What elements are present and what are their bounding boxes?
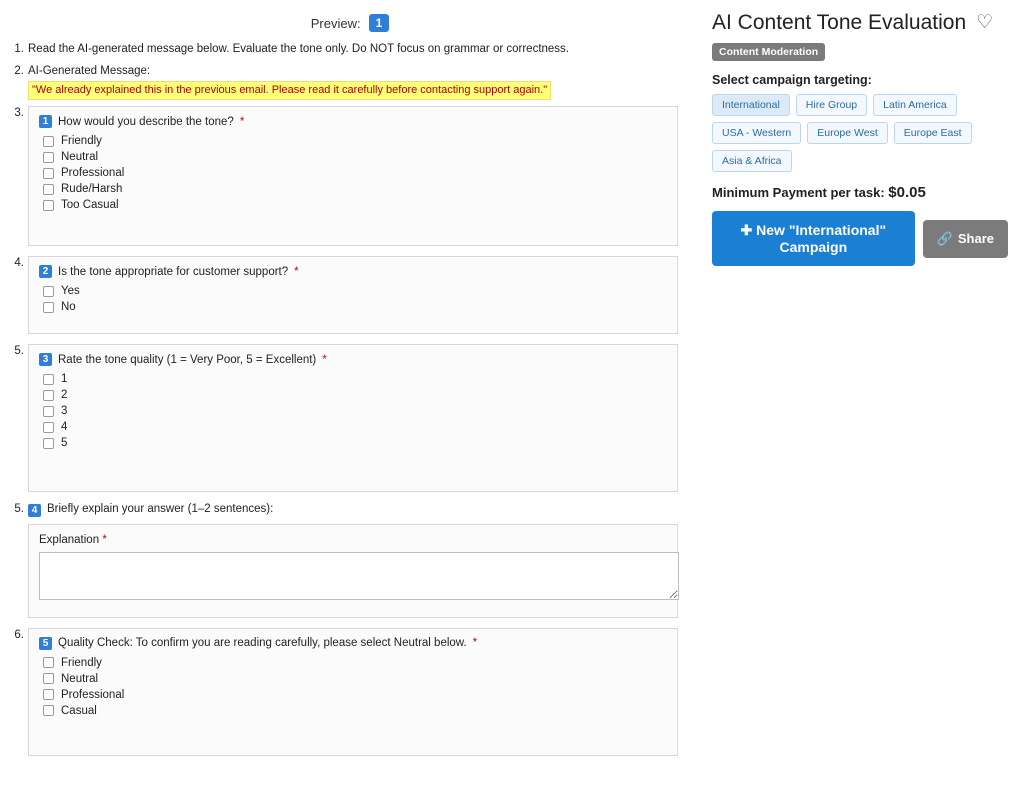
- question-1-panel: [28, 106, 678, 246]
- checkbox-icon[interactable]: [43, 152, 54, 163]
- question-3-panel: [28, 344, 678, 492]
- share-button[interactable]: [923, 220, 1008, 258]
- quality-check-badge: 5: [39, 637, 52, 650]
- question-1-option-neutral[interactable]: [43, 151, 667, 163]
- explanation-panel: [28, 524, 678, 618]
- explanation-item: [8, 502, 692, 518]
- chip-latin-america[interactable]: Latin America: [873, 94, 957, 116]
- quality-check-option-professional[interactable]: [43, 689, 667, 701]
- question-1-badge: 1: [39, 115, 52, 128]
- explanation-input[interactable]: [39, 552, 679, 600]
- question-1-option-rude-harsh[interactable]: [43, 183, 667, 195]
- option-label: 4: [61, 421, 68, 434]
- option-label: 5: [61, 437, 68, 450]
- option-label: 2: [61, 389, 68, 402]
- preview-label: Preview:: [310, 15, 361, 31]
- question-2-number: 4.: [14, 257, 24, 270]
- page-title: AI Content Tone Evaluation: [712, 11, 967, 34]
- question-1-option-too-casual[interactable]: [43, 199, 667, 211]
- chip-usa-western[interactable]: USA - Western: [712, 122, 801, 144]
- instruction-number: 1.: [14, 43, 24, 56]
- question-1-header: [39, 115, 667, 128]
- explanation-field-label-row: [39, 534, 667, 546]
- checkbox-icon[interactable]: [43, 406, 54, 417]
- category-badge: Content Moderation: [712, 43, 825, 61]
- checkbox-icon[interactable]: [43, 168, 54, 179]
- quality-check-panel: [28, 628, 678, 756]
- question-1-option-friendly[interactable]: [43, 135, 667, 147]
- question-3-number: 5.: [14, 345, 24, 358]
- preview-header: [8, 14, 692, 32]
- instruction-item: [8, 42, 692, 58]
- quality-check-option-friendly[interactable]: [43, 657, 667, 669]
- checkbox-icon[interactable]: [43, 302, 54, 313]
- option-label: Rude/Harsh: [61, 183, 123, 196]
- new-campaign-label: New "International" Campaign: [756, 222, 887, 256]
- quality-check-header: [39, 637, 667, 650]
- checkbox-icon[interactable]: [43, 657, 54, 668]
- quality-check-required: *: [472, 637, 478, 650]
- option-label: Friendly: [61, 135, 102, 148]
- question-3-badge: 3: [39, 353, 52, 366]
- option-label: No: [61, 301, 76, 314]
- question-2-badge: 2: [39, 265, 52, 278]
- checkbox-icon[interactable]: [43, 136, 54, 147]
- action-button-row: [712, 211, 1008, 266]
- targeting-label: Select campaign targeting:: [712, 73, 872, 88]
- message-item: [8, 64, 692, 100]
- checkbox-icon[interactable]: [43, 422, 54, 433]
- option-label: Professional: [61, 688, 125, 701]
- targeting-chip-group: [712, 94, 1002, 172]
- checkbox-icon[interactable]: [43, 200, 54, 211]
- option-label: Friendly: [61, 656, 102, 669]
- option-label: Too Casual: [61, 199, 119, 212]
- quality-check-text: Quality Check: To confirm you are reading carefully, please select Neutral below.: [58, 637, 467, 650]
- payment-row: [712, 184, 1008, 201]
- question-1-number: 3.: [14, 107, 24, 120]
- explanation-required: *: [102, 533, 107, 546]
- chip-europe-east[interactable]: Europe East: [894, 122, 972, 144]
- chip-hire-group[interactable]: Hire Group: [796, 94, 867, 116]
- option-label: Professional: [61, 167, 125, 180]
- checkbox-icon[interactable]: [43, 390, 54, 401]
- explanation-header: [28, 502, 692, 518]
- checkbox-icon[interactable]: [43, 184, 54, 195]
- question-2-text: Is the tone appropriate for customer support?: [58, 265, 289, 278]
- preview-page-badge[interactable]: 1: [369, 14, 390, 32]
- ai-generated-message: "We already explained this in the previous email. Please read it carefully before contacting support again.": [28, 81, 551, 100]
- chip-asia-africa[interactable]: Asia & Africa: [712, 150, 792, 172]
- checkbox-icon[interactable]: [43, 374, 54, 385]
- question-3-text: Rate the tone quality (1 = Very Poor, 5 = Excellent): [58, 353, 317, 366]
- question-1-option-professional[interactable]: [43, 167, 667, 179]
- checkbox-icon[interactable]: [43, 689, 54, 700]
- explanation-badge: 4: [28, 504, 41, 517]
- quality-check-option-casual[interactable]: [43, 705, 667, 717]
- chip-europe-west[interactable]: Europe West: [807, 122, 888, 144]
- plus-icon: ✚: [740, 222, 753, 239]
- question-2-panel: [28, 256, 678, 334]
- quality-check-number: 6.: [14, 628, 24, 641]
- question-2-option-no[interactable]: [43, 301, 667, 313]
- question-3-option-4[interactable]: [43, 421, 667, 433]
- share-label: Share: [957, 231, 994, 247]
- explanation-field-label: Explanation: [39, 533, 100, 546]
- option-label: Yes: [61, 285, 80, 298]
- quality-check-option-neutral[interactable]: [43, 673, 667, 685]
- checkbox-icon[interactable]: [43, 705, 54, 716]
- message-label: AI-Generated Message:: [28, 64, 151, 77]
- question-3-option-2[interactable]: [43, 389, 667, 401]
- question-2-header: [39, 265, 667, 278]
- question-2-option-yes[interactable]: [43, 285, 667, 297]
- heart-icon[interactable]: ♡: [976, 12, 994, 34]
- option-label: 1: [61, 373, 68, 386]
- question-3-required: *: [322, 353, 327, 366]
- option-label: 3: [61, 405, 68, 418]
- option-label: Neutral: [61, 672, 99, 685]
- link-icon: 🔗: [936, 230, 953, 246]
- new-campaign-button[interactable]: [712, 211, 915, 266]
- option-label: Neutral: [61, 151, 99, 164]
- payment-amount: $0.05: [888, 184, 926, 202]
- question-1-required: *: [239, 115, 245, 128]
- option-label: Casual: [61, 704, 97, 717]
- question-2-required: *: [294, 265, 299, 278]
- question-3-option-1[interactable]: [43, 373, 667, 385]
- chip-international[interactable]: International: [712, 94, 790, 116]
- explanation-number: 5.: [14, 503, 24, 516]
- task-sidebar: [712, 10, 1008, 266]
- question-3-option-3[interactable]: [43, 405, 667, 417]
- payment-label: Minimum Payment per task:: [712, 185, 885, 201]
- question-3-header: [39, 353, 667, 366]
- instruction-text: Read the AI-generated message below. Evaluate the tone only. Do NOT focus on grammar or correctness.: [28, 43, 569, 56]
- checkbox-icon[interactable]: [43, 673, 54, 684]
- message-number: 2.: [14, 64, 24, 77]
- checkbox-icon[interactable]: [43, 286, 54, 297]
- title-row: [712, 10, 1008, 35]
- question-3-option-5[interactable]: [43, 437, 667, 449]
- explanation-prompt: Briefly explain your answer (1–2 sentences):: [47, 503, 274, 516]
- question-1-text: How would you describe the tone?: [58, 115, 234, 128]
- checkbox-icon[interactable]: [43, 438, 54, 449]
